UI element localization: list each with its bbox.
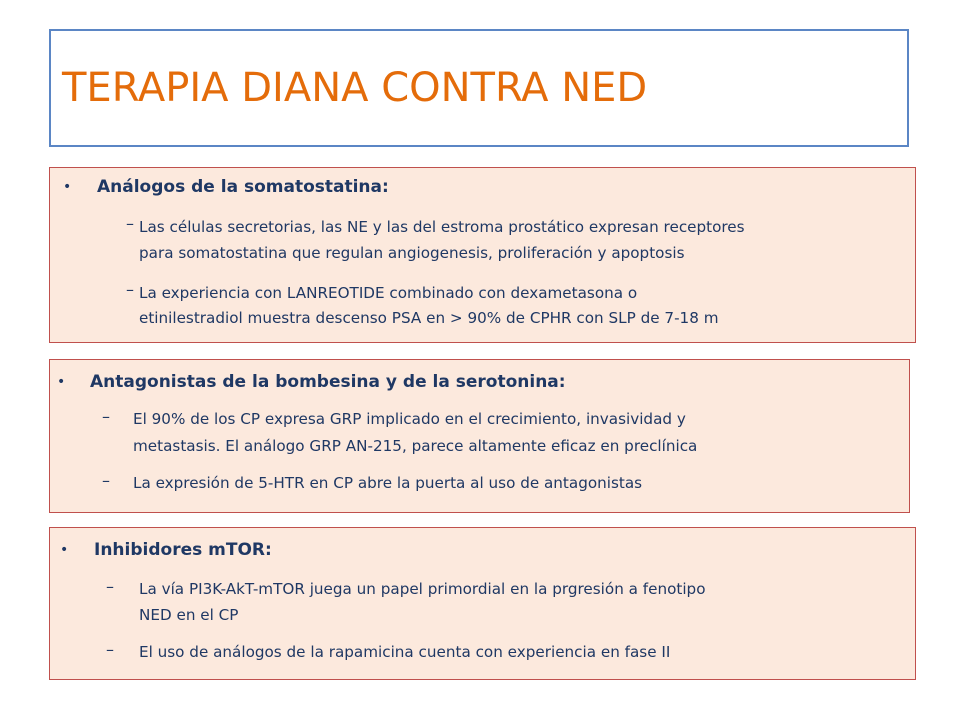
item-line: La experiencia con LANREOTIDE combinado con dexametasona o (139, 284, 638, 302)
item-line: NED en el CP (139, 606, 239, 624)
dash-icon: – (126, 280, 134, 299)
item-line: para somatostatina que regulan angiogenesis, proliferación y apoptosis (139, 244, 685, 262)
item-line: El 90% de los CP expresa GRP implicado en el crecimiento, invasividad y (133, 410, 686, 428)
dash-icon: – (126, 214, 134, 233)
dash-icon: – (102, 407, 110, 426)
item-line: etinilestradiol muestra descenso PSA en > 90% de CPHR con SLP de 7-18 m (139, 309, 719, 327)
bullet-icon: • (57, 374, 66, 390)
dash-icon: – (102, 471, 110, 490)
section-heading: Inhibidores mTOR: (94, 540, 272, 560)
slide-title: TERAPIA DIANA CONTRA NED (62, 65, 648, 111)
section-heading: Antagonistas de la bombesina y de la serotonina: (90, 372, 566, 392)
item-line: El uso de análogos de la rapamicina cuenta con experiencia en fase II (139, 643, 671, 661)
panel-bombesin-serotonin (49, 359, 910, 513)
bullet-icon: • (60, 542, 69, 558)
item-line: Las células secretorias, las NE y las del estroma prostático expresan receptores (139, 218, 745, 236)
item-line: metastasis. El análogo GRP AN-215, parece altamente eficaz en preclínica (133, 437, 698, 455)
panel-mtor (49, 527, 916, 680)
dash-icon: – (106, 640, 114, 659)
panel-somatostatin (49, 167, 916, 343)
item-line: La expresión de 5-HTR en CP abre la puerta al uso de antagonistas (133, 474, 643, 492)
dash-icon: – (106, 577, 114, 596)
title-box (49, 29, 909, 147)
section-heading: Análogos de la somatostatina: (97, 177, 389, 197)
bullet-icon: • (63, 179, 72, 195)
item-line: La vía PI3K-AkT-mTOR juega un papel primordial en la prgresión a fenotipo (139, 580, 706, 598)
